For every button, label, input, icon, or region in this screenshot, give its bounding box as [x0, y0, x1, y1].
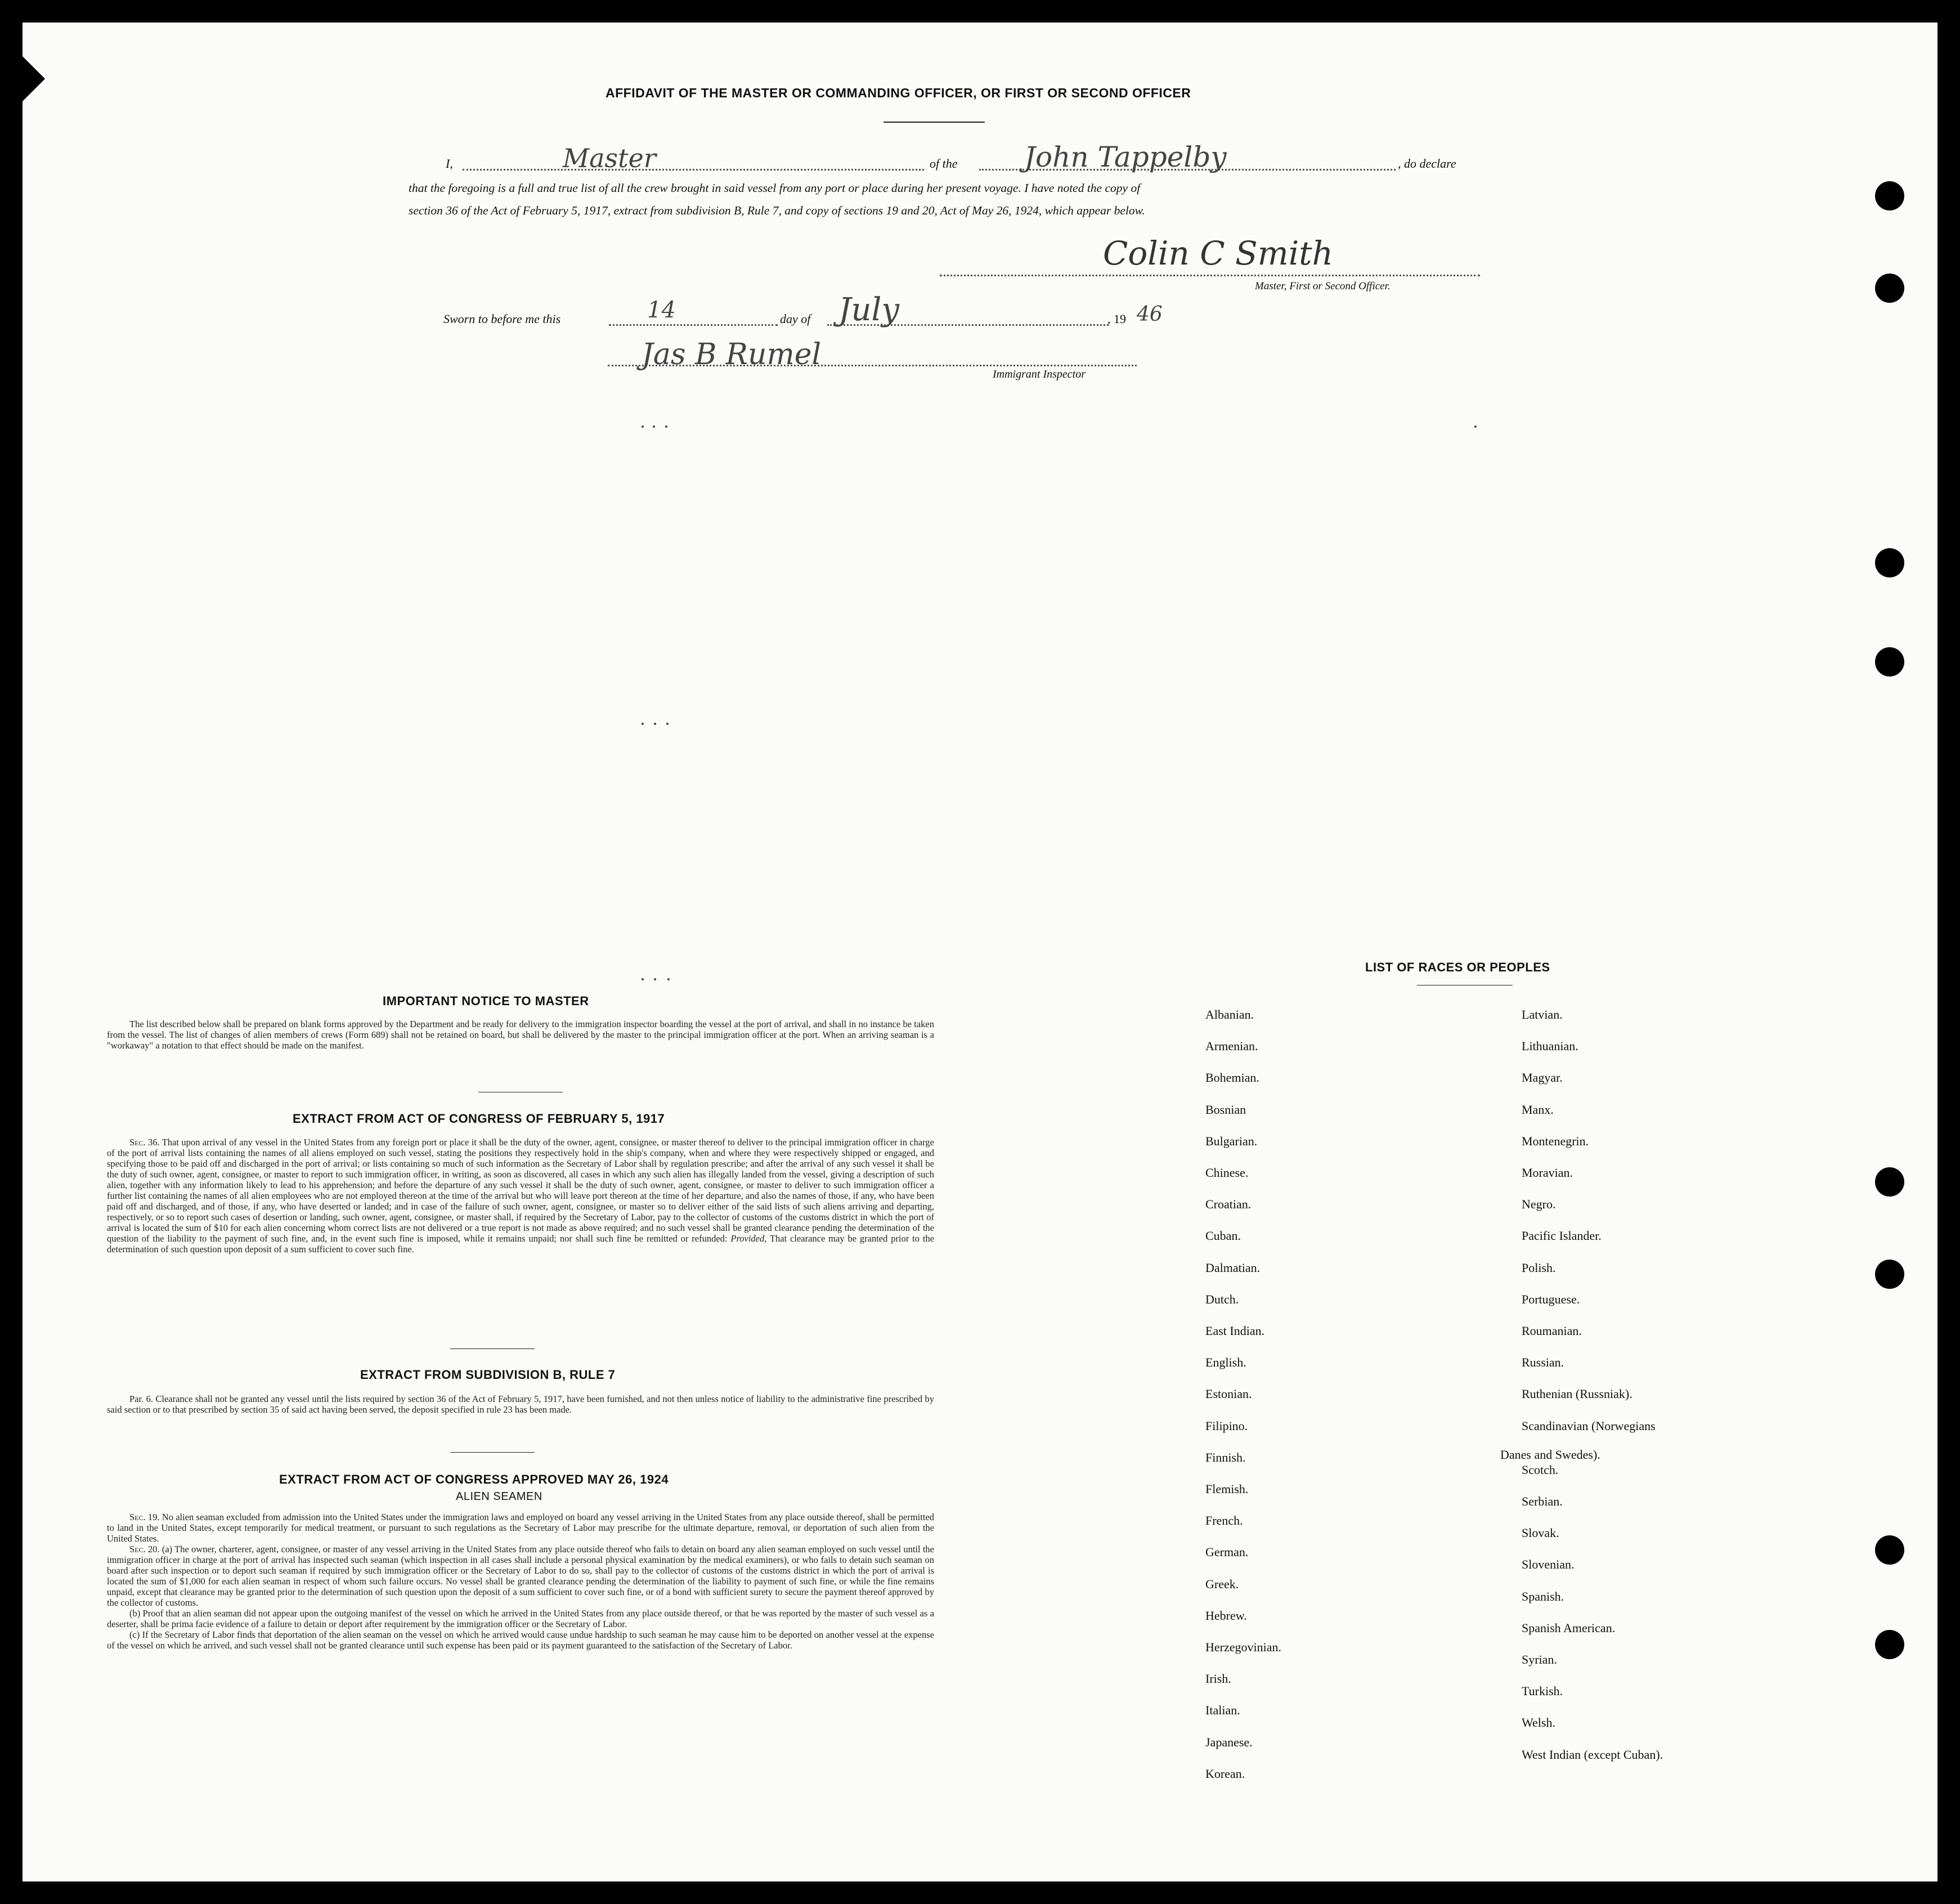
extract-1924-text: [107, 1512, 934, 1651]
notice-paragraph: The list described below shall be prepared on blank forms approved by the Department and be ready for delivery to the immigration inspector boarding the vessel at the port of arrival, and shall in no instance be taken from the vessel. The list of changes of alien members of crews (Form 689) shall not be retained on board, but shall be delivered by the master to the principal immigration officer at the port. When an arriving seaman is a "workaway" a notation to that effect should be made on the manifest.: [107, 1019, 934, 1051]
scan-speck: [654, 978, 656, 980]
race-item: Magyar.: [1522, 1070, 1563, 1085]
race-item: Spanish American.: [1522, 1620, 1616, 1635]
rank-dotted-line: [463, 169, 924, 171]
race-item: Cuban.: [1205, 1229, 1241, 1243]
race-item: Roumanian.: [1522, 1324, 1582, 1338]
race-item: Japanese.: [1205, 1735, 1253, 1749]
sec-19-label: Sec. 19.: [129, 1512, 160, 1522]
races-title: LIST OF RACES OR PEOPLES: [1365, 960, 1550, 974]
title-rule: [883, 122, 985, 123]
sec-19-text: No alien seaman excluded from admission into the United States under the immigration laws and employed on board any vessel arriving in the United States from any place outside thereof, shall be permitted to land in the United States, except temporarily for medical treatment, or pursuant to such regulations as the Secretary of Labor may prescribe for the ultimate departure, removal, or deportation of such alien from the United States.: [107, 1512, 934, 1544]
scan-speck: [665, 425, 667, 428]
race-item: Russian.: [1522, 1355, 1564, 1370]
affidavit-of-the: of the: [930, 156, 958, 171]
race-item: Greek.: [1205, 1576, 1239, 1591]
race-item: French.: [1205, 1513, 1243, 1528]
extract-rule7-text: [107, 1394, 934, 1415]
sworn-year-prefix: , 19: [1107, 312, 1126, 326]
handwritten-vessel: John Tappelby: [1024, 141, 1227, 173]
affidavit-title: AFFIDAVIT OF THE MASTER OR COMMANDING OFFICER, OR FIRST OR SECOND OFFICER: [606, 86, 1191, 100]
affidavit-line-3: section 36 of the Act of February 5, 1917, extract from subdivision B, Rule 7, and copy of sections 19 and 20, Act of May 26, 1924, which appear below.: [409, 204, 1145, 217]
race-item: East Indian.: [1205, 1324, 1265, 1338]
sec-20b-text: (b) Proof that an alien seaman did not appear upon the outgoing manifest of the vessel on which he arrived in the United States from any place outside thereof, or that he was reported by the master of such vessel as a deserter, shall be prima facie evidence of a failure to detain or deport after requirement by the immigration officer or the Secretary of Labor.: [107, 1608, 934, 1629]
sec-36-label: Sec. 36.: [129, 1137, 160, 1148]
scan-speck: [642, 978, 644, 980]
race-item: Manx.: [1522, 1102, 1554, 1117]
sec-36-text: That upon arrival of any vessel in the United States from any foreign port or place it shall be the duty of the owner, agent, consignee, or master thereof to deliver to the principal immigration officer in charge of the port of arrival lists containing the names of all aliens employed on such vessel, stating the positions they respectively hold in the ship's company, when and where they were respectively shipped or engaged, and specifying those to be paid off and discharged in the port of arrival; or lists containing so much of such information as the Secretary of Labor shall by regulation prescribe; and after the arrival of any such vessel it shall be the duty of such owner, agent, consignee, or master to report to such immigration officer, in writing, as soon as discovered, all cases in which any such alien has illegally landed from the vessel, giving a description of such alien, together with any information likely to lead to his apprehension; and before the departure of any such vessel it shall be the duty of such owner, agent, consignee, or master to deliver to such immigration officer a further list containing the names of all alien employees who are not employed thereon at the time of the arrival but who will leave port thereon at the time of her departure, and also the names of those, if any, who have been paid off and discharged, and of those, if any, who have deserted or landed; and in case of the failure of such owner, agent, consignee, or master so to deliver either of the said lists of such aliens arriving and departing, respectively, or so to report such cases of desertion or landing, such owner, agent, consignee, or master shall, if required by the Secretary of Labor, pay to the collector of customs of the customs district in which the port of arrival is located the sum of $10 for each alien concerning whom correct lists are not delivered or a true report is not made as above required; and no such vessel shall be granted clearance pending the determination of the question of the liability to the payment of such fine, and, in the event such fine is imposed, while it remains unpaid; nor shall such fine be remitted or refunded:: [107, 1137, 935, 1244]
scan-speck: [642, 723, 644, 725]
sworn-day-hand: 14: [647, 297, 676, 323]
extract-1917-text: [107, 1137, 934, 1255]
race-item: English.: [1205, 1355, 1246, 1370]
race-item: Korean.: [1205, 1766, 1245, 1781]
race-item: Moravian.: [1522, 1166, 1573, 1180]
race-item: Slovenian.: [1522, 1557, 1575, 1572]
proviso-text: That clearance may be granted prior to the determination of such question upon deposit of a sum sufficient to cover such fine.: [107, 1233, 935, 1255]
scan-speck: [666, 723, 669, 725]
scan-speck: [642, 425, 644, 428]
race-item: Latvian.: [1522, 1007, 1563, 1022]
affidavit-declare: , do declare: [1398, 156, 1456, 171]
punch-hole: [1875, 1535, 1904, 1565]
punch-hole: [1875, 274, 1904, 303]
sworn-year-hand: 46: [1137, 303, 1163, 326]
race-item: Dutch.: [1205, 1292, 1239, 1306]
document-page: [23, 23, 1937, 1881]
race-item: Irish.: [1205, 1672, 1231, 1686]
sec-20a-text: (a) The owner, charterer, agent, consignee, or master of any vessel arriving in the United States from any place outside thereof who fails to detain on board any alien seaman employed on such vessel until the immigration officer in charge at the port of arrival has inspected such seaman (which inspection in all cases shall include a personal physical examination by the medical examiners), or who fails to detain such seaman on board after such inspection or to deport such seaman if required by such immigration officer or the Secretary of Labor to do so, shall pay to the collector of customs of the customs district in which the port of arrival is located the sum of $1,000 for each alien seaman in respect of whom such failure occurs. No vessel shall be granted clearance pending the determination of the liability to payment of such fine, or while the fine remains unpaid, except that clearance may be granted prior to the determination of such question upon the deposit of a sum sufficient to cover such fine, or of a bond with sufficient surety to secure the payment thereof approved by the collector of customs.: [107, 1544, 935, 1608]
race-item: Scandinavian (Norwegians: [1522, 1418, 1656, 1433]
race-item: Armenian.: [1205, 1039, 1258, 1054]
punch-hole: [1875, 647, 1904, 677]
scan-speck: [654, 723, 656, 725]
sworn-month-hand: July: [838, 292, 900, 328]
race-item-continued: Danes and Swedes).: [1500, 1448, 1600, 1462]
extract-1917-title: EXTRACT FROM ACT OF CONGRESS OF FEBRUARY 5, 1917: [293, 1112, 665, 1126]
corner-notch: [23, 56, 45, 101]
race-item: Italian.: [1205, 1703, 1240, 1718]
race-item: Lithuanian.: [1522, 1039, 1578, 1054]
race-item: Serbian.: [1522, 1494, 1563, 1508]
race-item: Dalmatian.: [1205, 1260, 1261, 1275]
race-item: Pacific Islander.: [1522, 1229, 1602, 1243]
race-item: Estonian.: [1205, 1387, 1252, 1401]
race-item: Finnish.: [1205, 1450, 1246, 1464]
race-item: Slovak.: [1522, 1526, 1559, 1540]
race-item: Syrian.: [1522, 1652, 1557, 1666]
race-item: Hebrew.: [1205, 1608, 1247, 1623]
race-item: Filipino.: [1205, 1418, 1248, 1433]
sworn-day-line: [609, 324, 778, 326]
affidavit-i: I,: [446, 156, 453, 171]
punch-hole: [1875, 548, 1904, 577]
proviso-label: Provided,: [730, 1233, 767, 1244]
inspector-caption: Immigrant Inspector: [993, 368, 1086, 380]
affidavit-line-2: that the foregoing is a full and true list of all the crew brought in said vessel from any port or place during her present voyage. I have noted the copy of: [409, 181, 1141, 195]
race-item: Montenegrin.: [1522, 1134, 1589, 1148]
punch-hole: [1875, 1630, 1904, 1659]
race-item: Turkish.: [1522, 1684, 1563, 1699]
punch-hole: [1875, 1260, 1904, 1289]
race-item: Negro.: [1522, 1197, 1556, 1212]
extract-1924-title: EXTRACT FROM ACT OF CONGRESS APPROVED MAY 26, 1924: [279, 1472, 669, 1486]
race-item: Ruthenian (Russniak).: [1522, 1387, 1632, 1401]
master-caption: Master, First or Second Officer.: [1255, 280, 1391, 292]
master-signature-line: [940, 275, 1480, 276]
section-rule: [450, 1452, 535, 1453]
extract-1924-subtitle: ALIEN SEAMEN: [456, 1490, 542, 1503]
race-item: Scotch.: [1522, 1462, 1559, 1477]
race-item: Croatian.: [1205, 1197, 1252, 1212]
sworn-prefix: Sworn to before me this: [443, 312, 561, 326]
handwritten-rank: Master: [563, 143, 656, 173]
race-item: Welsh.: [1522, 1715, 1555, 1730]
punch-hole: [1875, 181, 1904, 210]
race-item: Bosnian: [1205, 1102, 1246, 1117]
race-item: German.: [1205, 1545, 1249, 1560]
race-item: Chinese.: [1205, 1166, 1249, 1180]
race-item: Spanish.: [1522, 1589, 1564, 1603]
master-signature: Colin C Smith: [1103, 234, 1333, 272]
notice-text: [107, 1019, 934, 1051]
scan-speck: [1474, 425, 1477, 428]
sec-20-label: Sec. 20.: [129, 1544, 160, 1554]
race-item: Flemish.: [1205, 1482, 1249, 1496]
inspector-signature: Jas B Rumel: [642, 338, 822, 371]
rule7-paragraph: Par. 6. Clearance shall not be granted any vessel until the lists required by section 36 of the Act of February 5, 1917, have been furnished, and not then unless notice of liability to the administrative fine prescribed by said section or to that prescribed by section 35 of said act having been served, the deposit specified in rule 23 has been made.: [107, 1394, 934, 1415]
sec-20c-text: (c) If the Secretary of Labor finds that deportation of the alien seaman on the vessel on which he arrived would cause undue hardship to such seaman he may cause him to be deported on another vessel at the expense of the vessel on which he arrived, and such vessel shall not be granted clearance until such expense has been paid or its payment guaranteed to the satisfaction of the Secretary of Labor.: [107, 1629, 934, 1651]
race-item: Portuguese.: [1522, 1292, 1580, 1306]
race-item: Herzegovinian.: [1205, 1640, 1281, 1654]
race-item: Bulgarian.: [1205, 1134, 1258, 1148]
race-item: Bohemian.: [1205, 1070, 1259, 1085]
punch-hole: [1875, 1167, 1904, 1197]
sworn-day-of: day of: [780, 312, 811, 326]
race-item: Albanian.: [1205, 1007, 1254, 1022]
scan-speck: [667, 978, 670, 980]
scan-speck: [653, 425, 655, 428]
race-item: West Indian (except Cuban).: [1522, 1747, 1663, 1762]
race-item: Polish.: [1522, 1260, 1556, 1275]
extract-rule7-title: EXTRACT FROM SUBDIVISION B, RULE 7: [360, 1368, 616, 1382]
notice-title: IMPORTANT NOTICE TO MASTER: [383, 994, 589, 1008]
